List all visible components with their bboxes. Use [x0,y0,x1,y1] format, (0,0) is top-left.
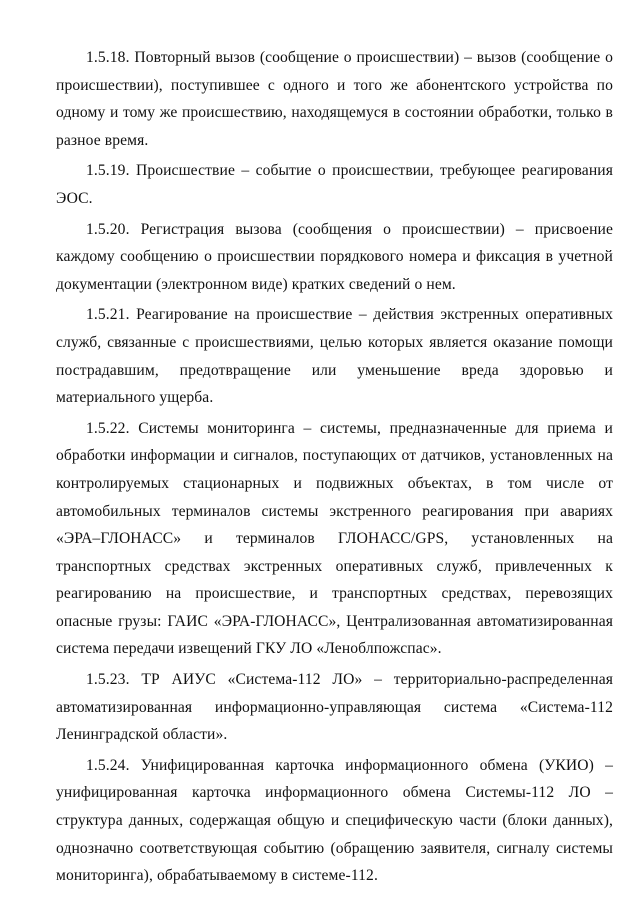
paragraph-1-5-22: 1.5.22. Системы мониторинга – системы, предназначенные для приема и обработки информации и сигналов, поступающих от датчиков, установленных на контролируемых стационарных и подвижных объектах, в том числе от автомобильных терминалов системы экстренного реагирования при авариях «ЭРА–ГЛОНАСС» и терминалов ГЛОНАСС/GPS, установленных на транспортных средствах экстренных оперативных служб, привлеченных к реагированию на происшествие, и транспортных средствах, перевозящих опасные грузы: ГАИС «ЭРА-ГЛОНАСС», Централизованная автоматизированная система передачи извещений ГКУ ЛО «Леноблпожспас». [56,419,613,658]
paragraph-1-5-21: 1.5.21. Реагирование на происшествие – действия экстренных оперативных служб, связанные с происшествиями, целью которых является оказание помощи пострадавшим, предотвращение или уменьшение вреда здоровью и материального ущерба. [56,306,613,407]
paragraph-1-5-24: 1.5.24. Унифицированная карточка информационного обмена (УКИО) – унифицированная карточка информационного обмена Системы-112 ЛО – структура данных, содержащая общую и специфическую части (блоки данных), однозначно соответствующая событию (обращению заявителя, сигналу системы мониторинга), обрабатываемому в системе-112. [56,756,613,885]
paragraph-1-5-19: 1.5.19. Происшествие – событие о происшествии, требующее реагирования ЭОС. [56,162,613,207]
paragraph-1-5-23: 1.5.23. ТР АИУС «Система-112 ЛО» – территориально-распределенная автоматизированная информационно-управляющая система «Система-112 Ленинградской области». [56,671,613,744]
paragraph-1-5-20: 1.5.20. Регистрация вызова (сообщения о происшествии) – присвоение каждому сообщению о происшествии порядкового номера и фиксация в учетной документации (электронном виде) кратких сведений о нем. [56,220,613,293]
document-body [56,44,613,890]
paragraph-1-5-18: 1.5.18. Повторный вызов (сообщение о происшествии) – вызов (сообщение о происшествии), поступившее с одного и того же абонентского устройства по одному и тому же происшествию, находящемуся в состоянии обработки, только в разное время. [56,49,613,149]
